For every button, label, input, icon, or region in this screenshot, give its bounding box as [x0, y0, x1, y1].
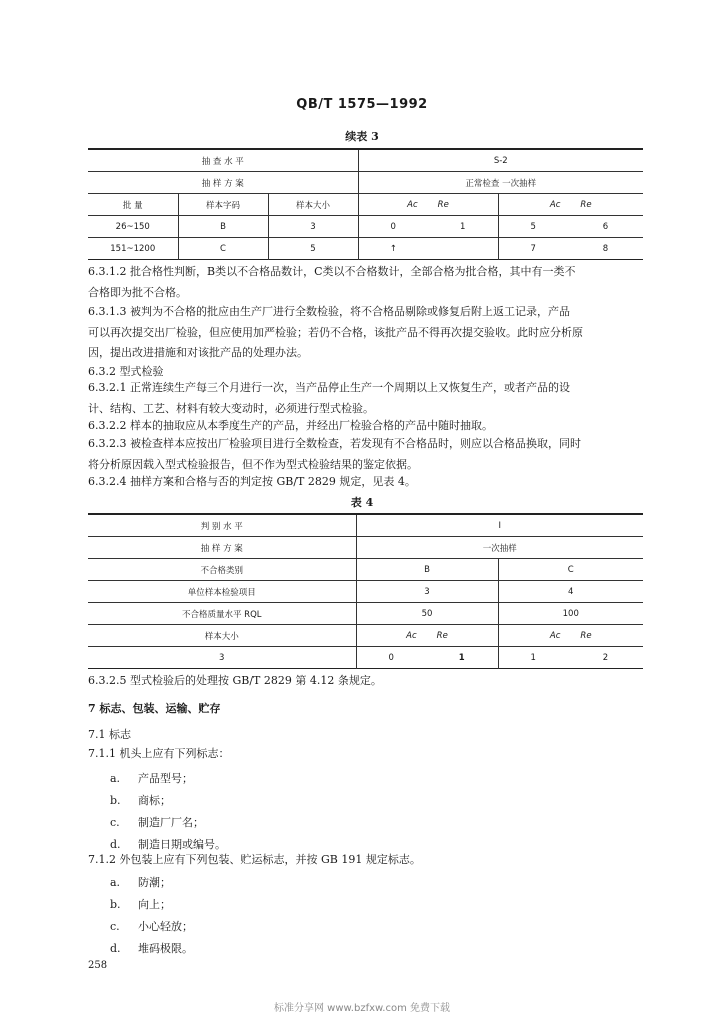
table4-r4-left: 单位样本检验项目	[88, 581, 356, 603]
list-item: c. 制造厂厂名；	[110, 816, 204, 829]
table4-r1-left: 判 别 水 平	[88, 514, 356, 537]
section-7-heading: 7 标志、包装、运输、贮存	[88, 702, 221, 715]
page-number: 258	[88, 960, 108, 971]
clause-6-3-2-1: 6.3.2.1 正常连续生产每三个月进行一次，当产品停止生产一个周期以上又恢复生产，或者产品的设 计、结构、工艺、材料有较大变动时，必须进行型式检验。	[88, 381, 570, 415]
table4-r2-right: 一次抽样	[482, 543, 517, 554]
table-row: 3 0 1 1 2	[88, 647, 643, 669]
list-item: b. 商标；	[110, 794, 171, 807]
table4-r6-left: 样本大小	[88, 625, 356, 647]
table3-h-acre-1: Ac Re	[358, 194, 498, 216]
clause-6-3-1-2: 6.3.1.2 批合格性判断，B类以不合格品数计，C类以不合格数计，全部合格为批合格，其中有一类不 合格即为批不合格。	[88, 265, 576, 299]
clause-6-3-2: 6.3.2 型式检验	[88, 365, 164, 378]
table4-r5-c: 100	[562, 608, 579, 619]
table3	[88, 148, 643, 260]
table3-caption: 续表 3	[345, 130, 379, 143]
table3-h-acre-2: Ac Re	[549, 199, 592, 210]
table-row: 151~1200 C 5 ↑ 7 8	[88, 238, 643, 260]
table4-r1-right: Ⅰ	[498, 520, 501, 531]
table4-caption: 表 4	[350, 496, 374, 509]
section-7-1-heading: 7.1 标志	[88, 728, 131, 741]
list-item: a. 防潮；	[110, 876, 171, 889]
table4-r3-left: 不合格类别	[88, 559, 356, 581]
clause-6-3-1-3: 6.3.1.3 被判为不合格的批应由生产厂进行全数检验，将不合格品剔除或修复后附上返工记录，产品 可以再次提交出厂检验，但应使用加严检验；若仍不合格，该批产品不得再次提交验收。此时应分析原 因，提出改进措施和对该批产品的处理办法。	[88, 305, 583, 359]
table3-h-batch: 批 量	[88, 194, 178, 216]
clause-6-3-2-2: 6.3.2.2 样本的抽取应从本季度生产的产品，并经出厂检验合格的产品中随时抽取。	[88, 419, 493, 432]
table4-r5-b: 50	[356, 603, 498, 625]
list-item: d. 制造日期或编号。	[110, 838, 226, 851]
table-row: 26~150 B 3 0 1 5 6	[88, 216, 643, 238]
table4	[88, 513, 643, 669]
table3-r1-right: S-2	[493, 155, 508, 166]
list-item: c. 小心轻放；	[110, 920, 193, 933]
table3-h-size: 样本大小	[268, 194, 358, 216]
table4-r3-b: B	[356, 559, 498, 581]
table3-r2-left: 抽 样 方 案	[88, 172, 358, 194]
table4-r2-left: 抽 样 方 案	[88, 537, 356, 559]
page-header: QB/T 1575—1992	[296, 97, 428, 112]
list-item: a. 产品型号；	[110, 772, 193, 785]
clause-6-3-2-4: 6.3.2.4 抽样方案和合格与否的判定按 GB/T 2829 规定，见表 4。	[88, 475, 416, 488]
table4-h-acre-1: Ac Re	[356, 625, 498, 647]
table3-h-code: 样本字码	[178, 194, 268, 216]
table4-r5-left: 不合格质量水平 RQL	[88, 603, 356, 625]
clause-6-3-2-5: 6.3.2.5 型式检验后的处理按 GB/T 2829 第 4.12 条规定。	[88, 674, 382, 687]
list-item: b. 向上；	[110, 898, 171, 911]
list-item: d. 堆码极限。	[110, 942, 193, 955]
table3-r1-left: 抽 查 水 平	[88, 149, 358, 172]
watermark: 标准分享网 www.bzfxw.com 免费下载	[274, 1003, 450, 1014]
clause-7-1-1: 7.1.1 机头上应有下列标志：	[88, 747, 230, 760]
table4-h-acre-2: Ac Re	[549, 630, 592, 641]
clause-6-3-2-3: 6.3.2.3 被检查样本应按出厂检验项目进行全数检查，若发现有不合格品时，则应以合格品换取，同时 将分析原因载入型式检验报告，但不作为型式检验结果的鉴定依据。	[88, 437, 581, 471]
clause-7-1-2: 7.1.2 外包装上应有下列包装、贮运标志，并按 GB 191 规定标志。	[88, 853, 421, 866]
table4-r4-c: 4	[568, 586, 574, 597]
table3-r2-right: 正常检查 一次抽样	[465, 178, 537, 189]
table4-r4-b: 3	[356, 581, 498, 603]
table4-r3-c: C	[567, 564, 574, 575]
